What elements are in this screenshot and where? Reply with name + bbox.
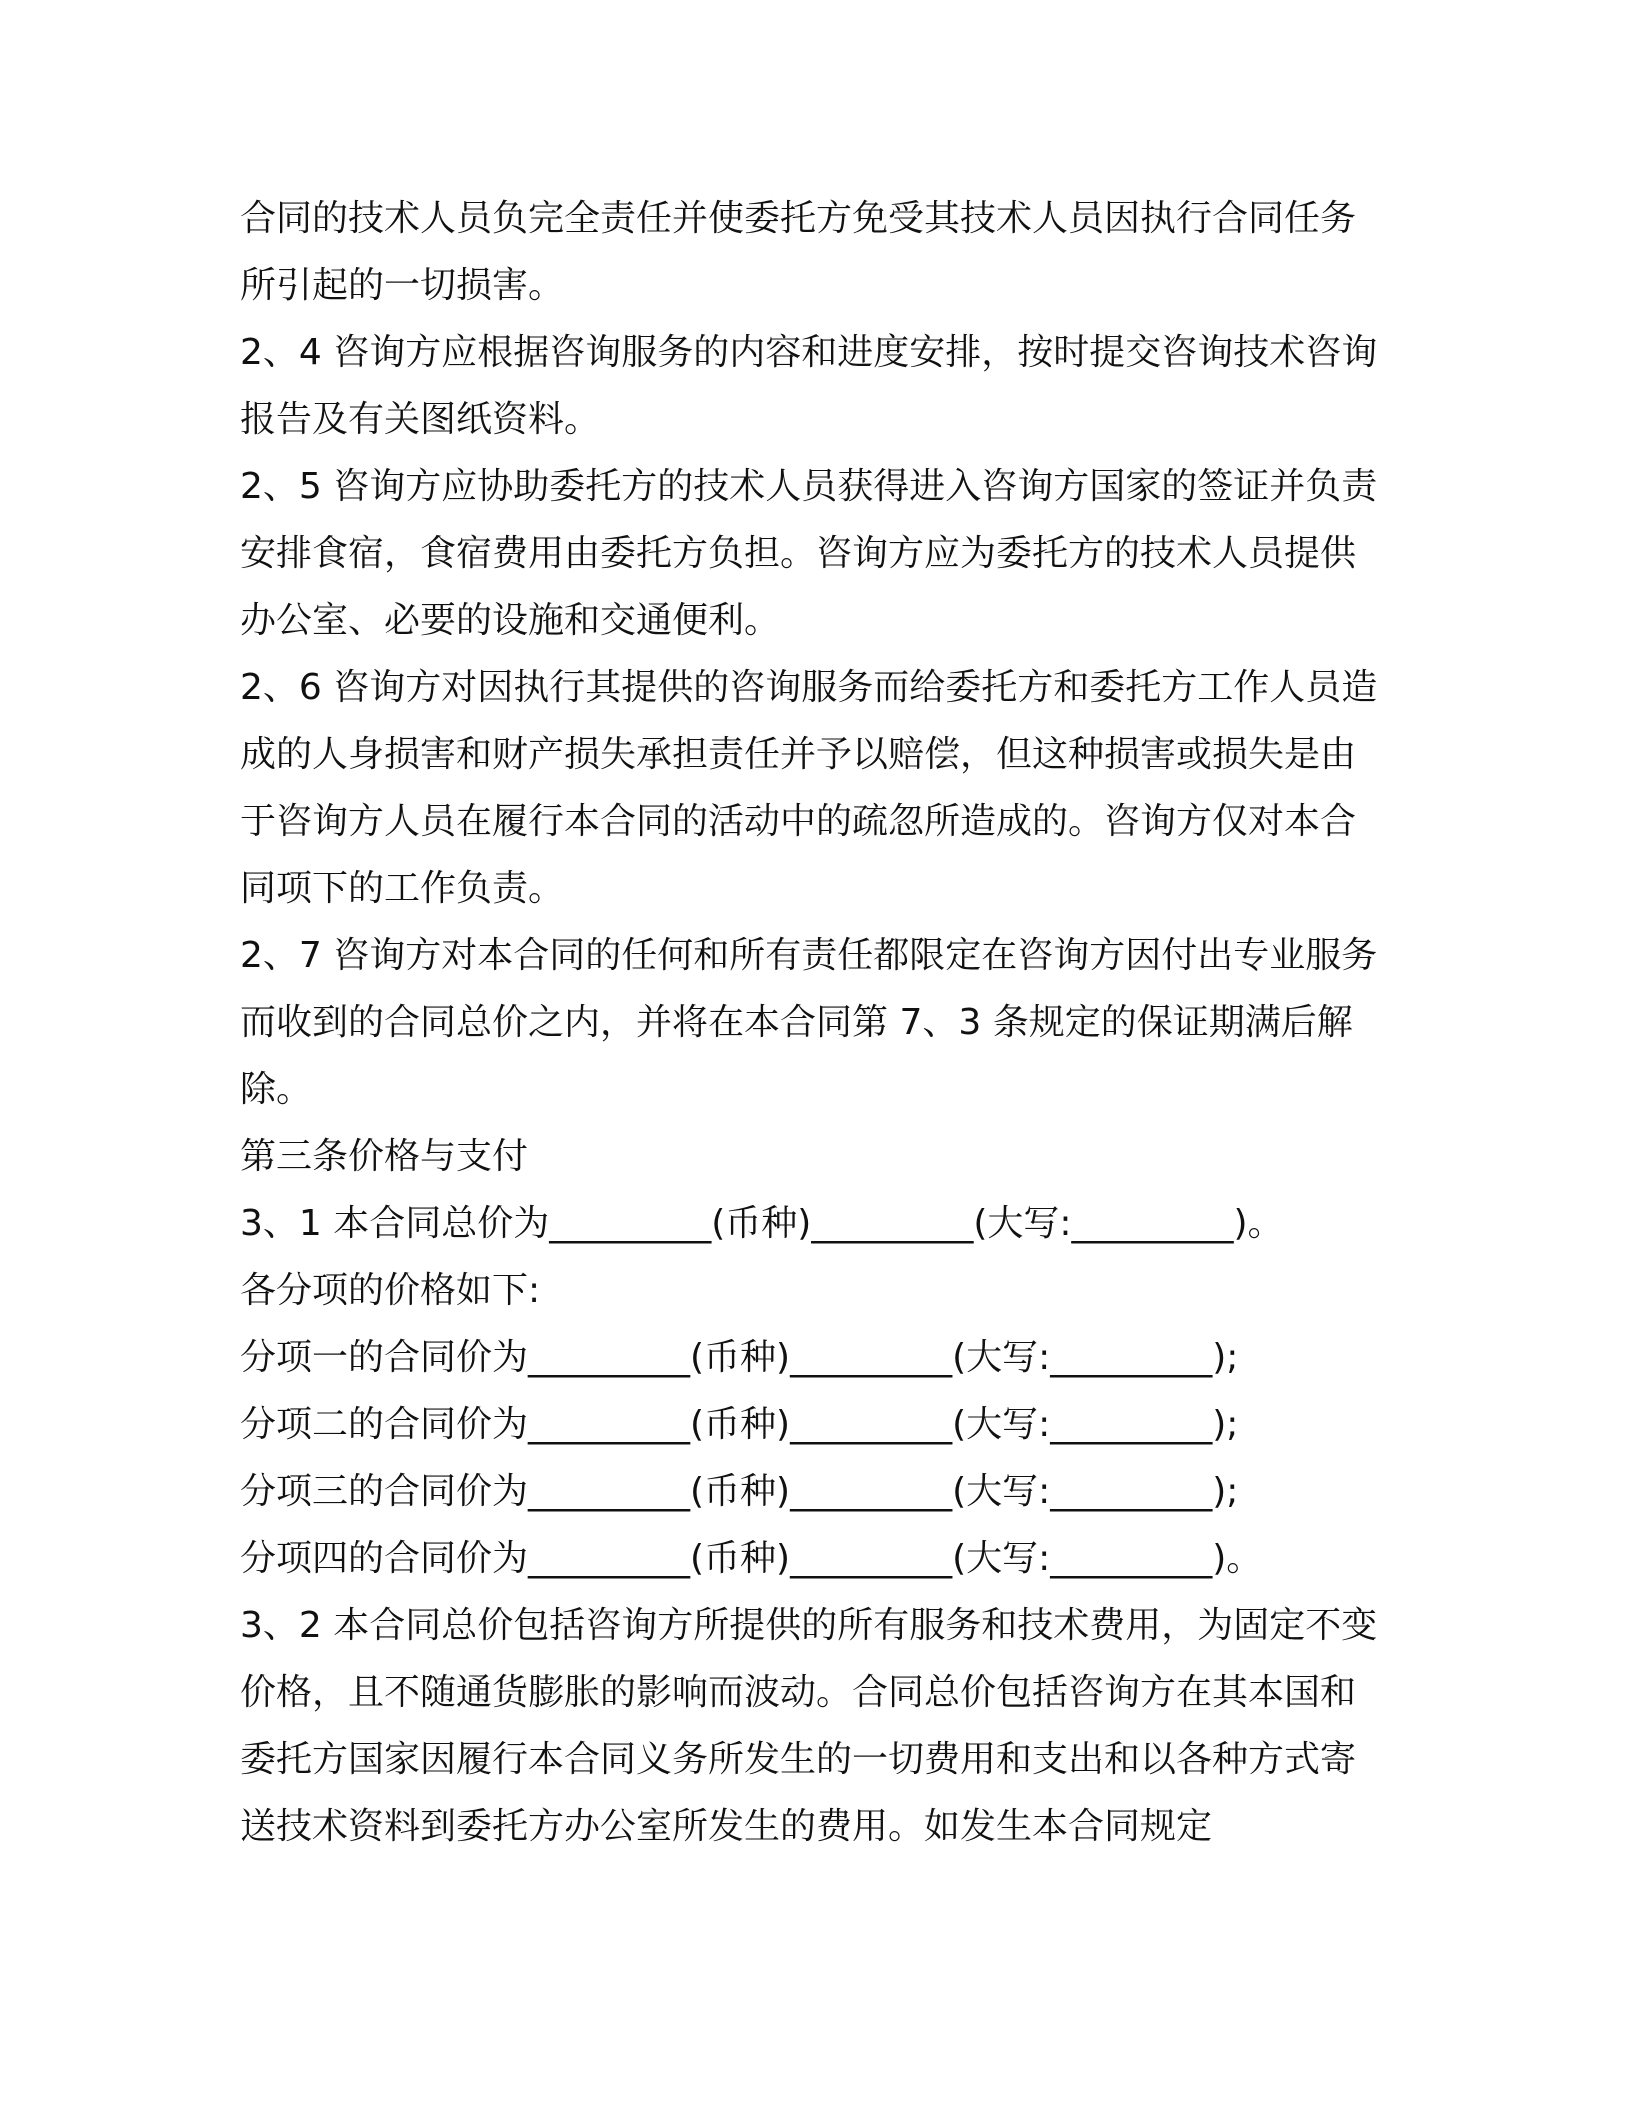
paragraph-continuation: 合同的技术人员负完全责任并使委托方免受其技术人员因执行合同任务所引起的一切损害。 (240, 198, 1357, 306)
sub-item-3-price: 分项三的合同价为_________(币种)_________(大写:_________); (240, 1471, 1239, 1512)
clause-2-6: 2、6 咨询方对因执行其提供的咨询服务而给委托方和委托方工作人员造成的人身损害和财产损失承担责任并予以赔偿，但这种损害或损失是由于咨询方人员在履行本合同的活动中的疏忽所造成的。咨询方仅对本合同项下的工作负责。 (240, 667, 1378, 909)
clause-3-2: 3、2 本合同总价包括咨询方所提供的所有服务和技术费用，为固定不变价格，且不随通货膨胀的影响而波动。合同总价包括咨询方在其本国和委托方国家因履行本合同义务所发生的一切费用和支出和以各种方式寄送技术资料到委托方办公室所发生的费用。如发生本合同规定 (240, 1605, 1378, 1847)
clause-3-1-total-price: 3、1 本合同总价为_________(币种)_________(大写:_________)。 (240, 1203, 1284, 1244)
sub-item-intro: 各分项的价格如下: (240, 1270, 541, 1311)
sub-item-4-price: 分项四的合同价为_________(币种)_________(大写:_________)。 (240, 1538, 1263, 1579)
clause-2-5: 2、5 咨询方应协助委托方的技术人员获得进入咨询方国家的签证并负责安排食宿，食宿费用由委托方负担。咨询方应为委托方的技术人员提供办公室、必要的设施和交通便利。 (240, 466, 1378, 641)
document-body (240, 185, 1390, 1860)
clause-2-4: 2、4 咨询方应根据咨询服务的内容和进度安排，按时提交咨询技术咨询报告及有关图纸资料。 (240, 332, 1378, 440)
clause-2-7: 2、7 咨询方对本合同的任何和所有责任都限定在咨询方因付出专业服务而收到的合同总价之内，并将在本合同第 7、3 条规定的保证期满后解除。 (240, 935, 1378, 1110)
sub-item-1-price: 分项一的合同价为_________(币种)_________(大写:_________); (240, 1337, 1239, 1378)
sub-item-2-price: 分项二的合同价为_________(币种)_________(大写:_________); (240, 1404, 1239, 1445)
section-heading-article-3: 第三条价格与支付 (240, 1136, 529, 1177)
